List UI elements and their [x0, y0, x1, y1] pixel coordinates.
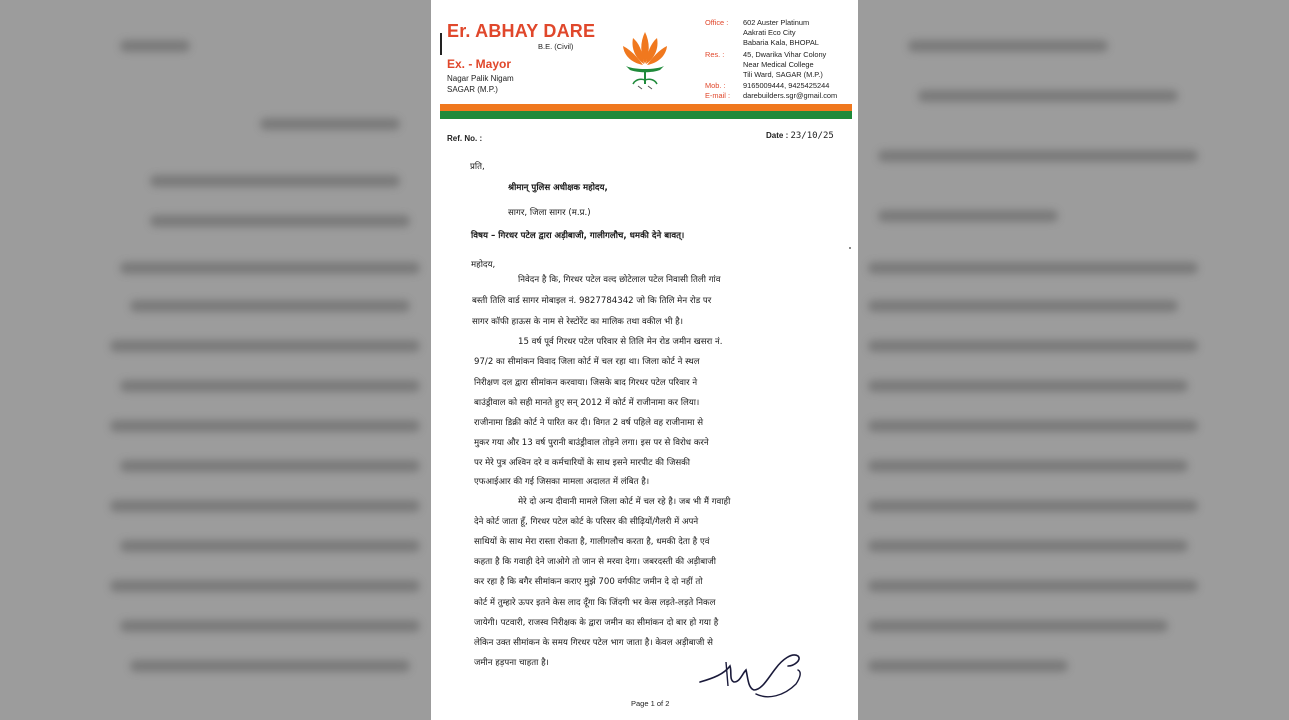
ref-number: Ref. No. : [447, 134, 483, 143]
subject-line: विषय – गिरधर पटेल द्वारा अड़ीबाजी, गालीगलौच, धमकी देने बावत्। [471, 231, 685, 241]
body-line: जायेगी। पटवारी, राजस्व निरीक्षक के द्वारा जमीन का सीमांकन दो बार हो गया है [474, 618, 719, 628]
body-line: प्रति, [470, 162, 485, 172]
res-label: Res. : [705, 50, 725, 59]
office-label: Office : [705, 18, 729, 27]
office-line-3: Babaria Kala, BHOPAL [743, 38, 819, 47]
body-line: निवेदन है कि, गिरधर पटेल वल्द छोटेलाल पटेल निवासी तिली गांव [518, 275, 721, 285]
body-line: सागर कॉफी हाऊस के नाम से रेस्टोरेंट का मालिक तथा वकील भी है। [472, 317, 683, 327]
saffron-band [440, 104, 852, 111]
body-line: राजीनामा डिक्री कोर्ट ने पारित कर दी। विगत 2 वर्ष पहिले वह राजीनामा से [474, 418, 704, 428]
email-address: darebuilders.sgr@gmail.com [743, 91, 838, 100]
body-line: साथियों के साथ मेरा रास्ता रोकता है, गालीगलौच करता है, धमकी देता है एवं [474, 537, 710, 547]
sender-degree: B.E. (Civil) [538, 42, 574, 51]
office-line-1: 602 Auster Platinum [743, 18, 810, 27]
page-number: Page 1 of 2 [631, 699, 670, 708]
body-line: देने कोर्ट जाता हूँ, गिरधर पटेल कोर्ट के परिसर की सीढ़ियों/गैलरी में अपने [474, 517, 699, 527]
body-line: 97/2 का सीमांकन विवाद जिला कोर्ट में चल रहा था। जिला कोर्ट ने स्थल [474, 357, 700, 367]
body-line: श्रीमान् पुलिस अधीक्षक महोदय, [508, 183, 608, 193]
lotus-icon [620, 30, 670, 92]
res-line-2: Near Medical College [743, 60, 814, 69]
body-line: कहता है कि गवाही देने जाओगे तो जान से मरवा देगा। जबरदस्ती की अड़ीबाजी [474, 557, 717, 567]
org-line-1: Nagar Palik Nigam [447, 74, 514, 83]
body-line: एफआईआर की गई जिसका मामला अदालत में लंबित है। [474, 477, 650, 487]
body-line: जमीन हड़पना चाहता है। [474, 658, 549, 668]
blurred-backdrop-right [858, 0, 1289, 720]
green-band [440, 111, 852, 119]
email-label: E-mail : [705, 91, 731, 100]
office-line-2: Aakrati Eco City [743, 28, 796, 37]
body-line: निरीक्षण दल द्वारा सीमांकन करवाया। जिसके बाद गिरधर पटेल परिवार ने [474, 378, 698, 388]
letter-date [766, 131, 834, 141]
mob-label: Mob. : [705, 81, 726, 90]
mobile-numbers: 9165009444, 9425425244 [743, 81, 830, 90]
body-line: महोदय, [471, 260, 496, 270]
body-line: मेरे दो अन्य दीवानी मामले जिला कोर्ट में चल रहे है। जब भी मैं गवाही [518, 497, 731, 507]
blurred-backdrop-left [0, 0, 431, 720]
body-line: बाउंड्रीवाल को सही मानते हुए सन् 2012 में कोर्ट में राजीनामा कर लिया। [474, 398, 700, 408]
ex-mayor-title: Ex. - Mayor [447, 57, 512, 71]
body-line: बस्ती तिलि वार्ड सागर मोबाइल नं. 9827784342 जो कि तिलि मेन रोड पर [472, 296, 712, 306]
body-line: लेकिन उक्त सीमांकन के समय गिरधर पटेल भाग जाता है। केवल अड़ीबाजी से [474, 638, 713, 648]
org-line-2: SAGAR (M.P.) [447, 85, 498, 94]
residence-address [743, 50, 826, 80]
body-line: पर मेरे पुत्र अश्विन दरे व कर्मचारियों के साथ इसने मारपीट की जिसकी [474, 458, 690, 468]
body-line: 15 वर्ष पूर्व गिरधर पटेल परिवार से तिलि मेन रोड जमीन खसरा नं. [518, 337, 723, 347]
res-line-1: 45, Dwarika Vihar Colony [743, 50, 827, 59]
body-line: सागर, जिला सागर (म.प्र.) [508, 208, 591, 218]
body-line: मुकर गया और 13 वर्ष पुरानी बाउंड्रीवाल तोड़ने लगा। इस पर से विरोध करने [474, 438, 709, 448]
office-address [743, 18, 819, 48]
signature [696, 644, 811, 704]
sender-name: Er. ABHAY DARE [447, 21, 596, 41]
date-value: 23/10/25 [790, 131, 834, 141]
res-line-3: Tili Ward, SAGAR (M.P.) [743, 70, 823, 79]
body-line: कोर्ट में तुम्हारे ऊपर इतने केस लाद दूँगा कि जिंदगी भर केस लड़ते-लड़ते निकल [474, 598, 716, 608]
margin-mark [440, 33, 442, 55]
body-line: कर रहा है कि बगैर सीमांकन कराए मुझे 700 वर्गफीट जमीन दे दो नहीं तो [474, 577, 703, 587]
date-label: Date : [766, 131, 789, 140]
scan-speck [849, 247, 851, 249]
